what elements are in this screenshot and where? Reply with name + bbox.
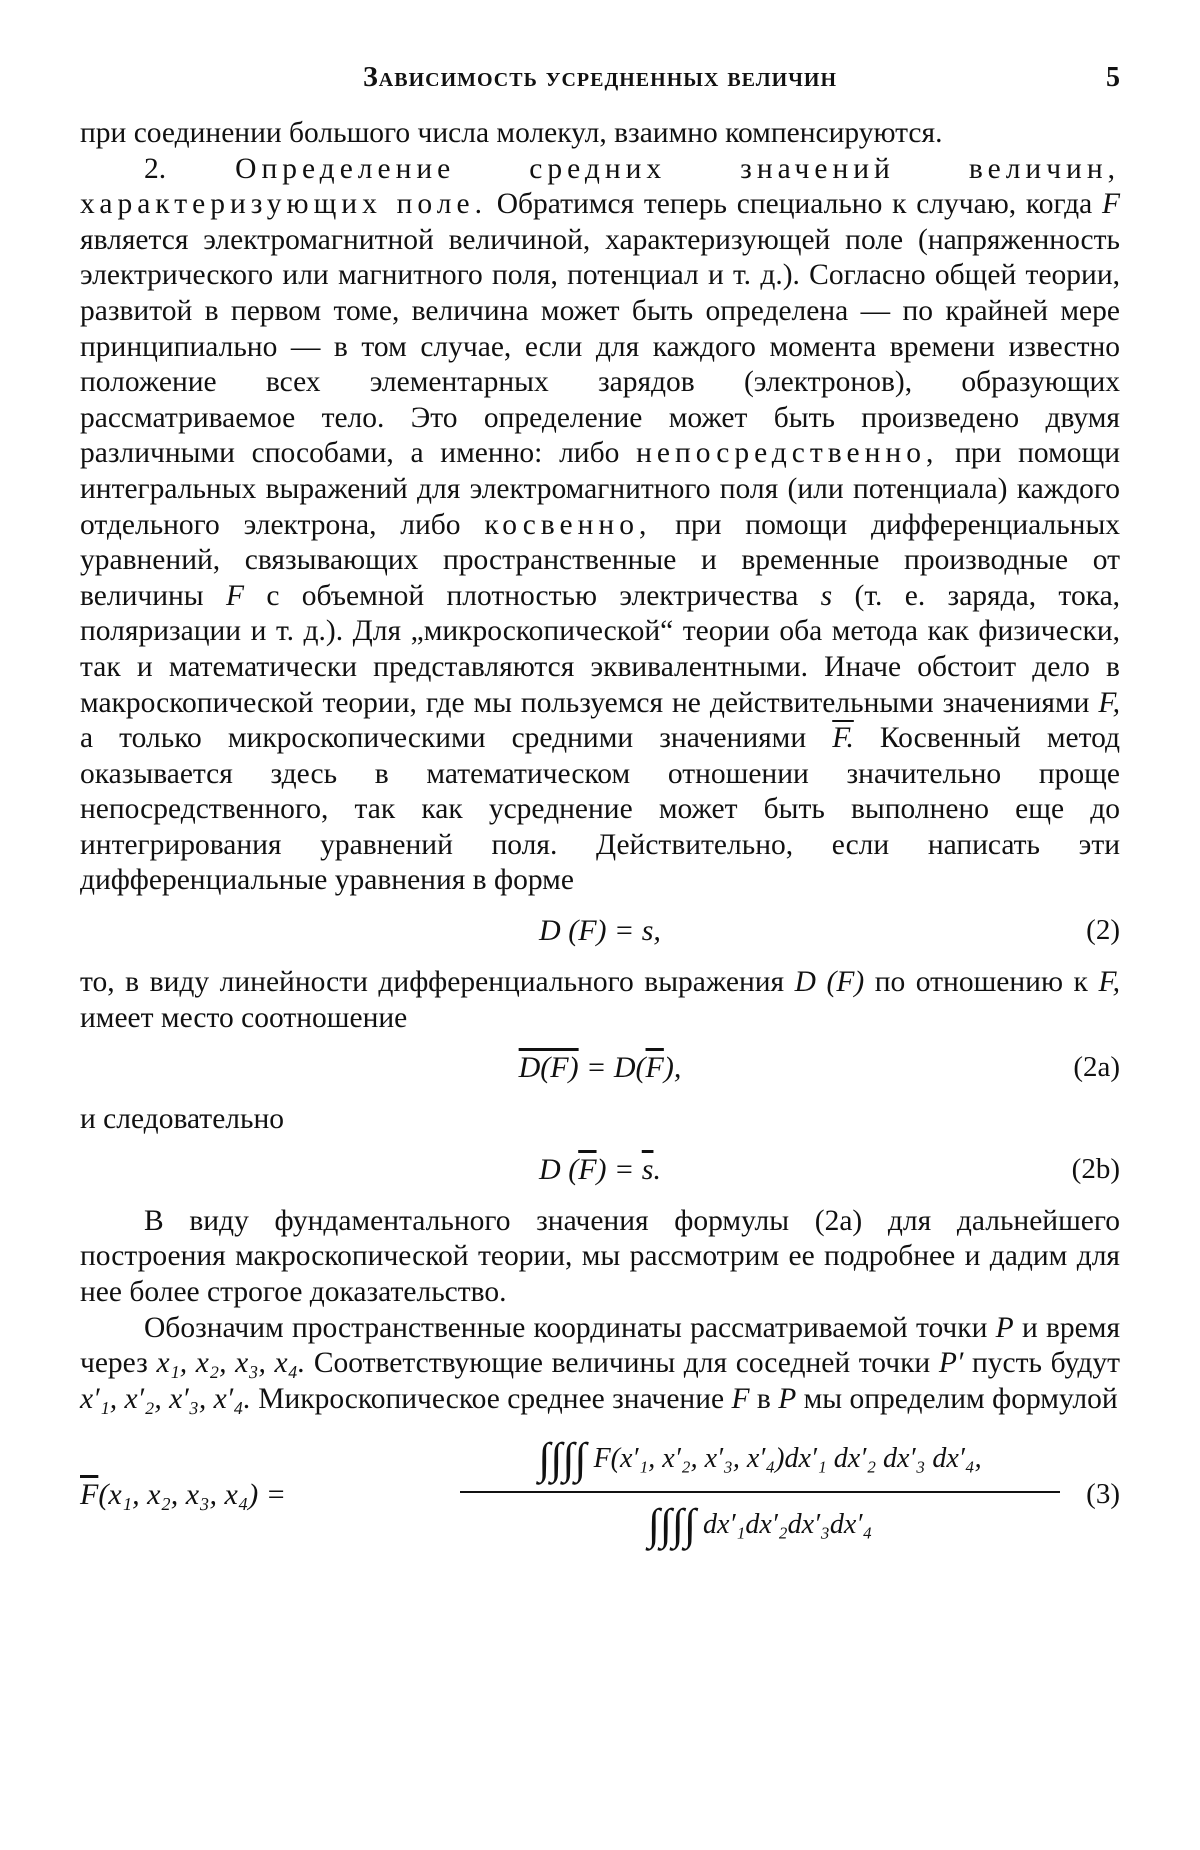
running-title: Зависимость усредненных величин bbox=[363, 62, 837, 93]
math-symbol: F bbox=[225, 579, 244, 612]
math-symbol: F, bbox=[1098, 966, 1121, 999]
text-run: по отношению к bbox=[874, 966, 1088, 999]
equation-2-number: (2) bbox=[1086, 914, 1120, 947]
averaged-operator: D(F) bbox=[518, 1051, 579, 1085]
math-symbol-mean: $\overline{s}$ bbox=[641, 1152, 654, 1186]
text-run: (т. е. заряда, тока, поляризации и т. д.). Для „микроскопической“ теории оба метода как физически, так и математически представляются эквивалентными. Иначе обстоит дело в макроскопической теории, где мы пользуемся не действительными значениями bbox=[80, 579, 1121, 719]
integral-signs: ∫∫∫∫ bbox=[647, 1500, 697, 1550]
text-run: Косвенный метод оказывается здесь в математическом отношении значительно проще непосредственного, так как усреднение может быть выполнено еще до интегрирования уравнений поля. Действительно, если написать эти дифференциальные уравнения в форме bbox=[80, 722, 1120, 897]
body-text bbox=[80, 116, 1120, 1561]
text-run: является электромагнитной величиной, характеризующей поле (напряженность электрического или магнитного поля, потенциал и т. д.). Согласно общей теории, развитой в первом томе, величина может быть определена — по крайней мере принципиально — в том случае, если для каждого момента времени известно положение всех элементарных зарядов (электронов), образующих рассматриваемое тело. Это определение может быть произведено двумя различными способами, а именно: либо bbox=[80, 223, 1120, 470]
text-run: в bbox=[756, 1382, 771, 1415]
paragraph-1 bbox=[80, 116, 1120, 152]
math-symbol: D (F) bbox=[794, 966, 865, 999]
text-run: при помощи дифференциальных уравнений, связывающих пространственные и временные производные от величины bbox=[80, 508, 1121, 612]
math-symbol-mean: F. bbox=[832, 722, 854, 755]
text-run: и время через bbox=[80, 1311, 1121, 1380]
text-run: при помощи интегральных выражений для электромагнитного поля (или потенциала) каждого отдельного электрона, либо bbox=[80, 437, 1120, 541]
text-run: и следовательно bbox=[80, 1103, 285, 1136]
text-run: то, в виду линейности дифференциального выражения bbox=[80, 966, 785, 999]
text-run: dx′₁dx′₂dx′₃dx′₄ bbox=[703, 1509, 873, 1541]
text-run: , bbox=[974, 1443, 982, 1475]
equation-2 bbox=[80, 901, 1120, 963]
equation-2a-number: (2a) bbox=[1073, 1051, 1120, 1084]
section-heading: Определение средних значений величин, характеризующих поле. bbox=[80, 152, 1120, 221]
math-symbol: F bbox=[1101, 188, 1120, 221]
text-run: пусть будут bbox=[972, 1347, 1121, 1380]
paragraph-5 bbox=[80, 1204, 1120, 1311]
text-run: с объемной плотностью электричества bbox=[266, 579, 799, 612]
text-run: В виду фундаментального значения формулы (2a) для дальнейшего построения макроскопической теории, мы рассмотрим ее подробнее и дадим для нее более строгое доказательство. bbox=[80, 1204, 1120, 1309]
math-symbol-mean: $\overline{F}$ bbox=[645, 1051, 664, 1085]
text-run: а только микроскопическими средними значениями bbox=[80, 722, 807, 755]
equation-3-fraction bbox=[450, 1431, 1070, 1553]
text-run: D ( bbox=[539, 1152, 579, 1186]
text-run: F(x′₁, x′₂, x′₃, x′₄)dx′₁ dx′₂ dx′₃ dx′₄ bbox=[593, 1443, 975, 1475]
equation-2b-formula bbox=[80, 1152, 1120, 1188]
equation-3 bbox=[80, 1431, 1120, 1561]
math-symbol: s bbox=[820, 579, 833, 612]
equation-2b-number: (2b) bbox=[1071, 1152, 1120, 1185]
paragraph-3 bbox=[80, 965, 1120, 1036]
integral-signs: ∫∫∫∫ bbox=[538, 1434, 587, 1484]
text-run: ), bbox=[663, 1051, 682, 1085]
text-run: . bbox=[653, 1152, 661, 1186]
math-symbol: x₁, x₂, x₃, x₄. bbox=[156, 1347, 306, 1380]
math-symbol: F, bbox=[1098, 686, 1121, 719]
fraction-bar bbox=[460, 1491, 1060, 1493]
math-symbol: P bbox=[995, 1311, 1014, 1344]
paragraph-4 bbox=[80, 1102, 1120, 1138]
spaced-emphasis: косвенно, bbox=[484, 508, 652, 541]
text-run: (x₁, x₂, x₃, x₄) = bbox=[98, 1478, 287, 1512]
math-symbol: P bbox=[778, 1382, 797, 1415]
section-number: 2. bbox=[144, 152, 167, 185]
paragraph-6 bbox=[80, 1311, 1120, 1418]
math-symbol-mean: $\overline{F}$ bbox=[80, 1478, 99, 1512]
text-run: = D( bbox=[578, 1051, 646, 1085]
text-run: имеет место соотношение bbox=[80, 1001, 408, 1034]
math-symbol: x′₁, x′₂, x′₃, x′₄. bbox=[80, 1382, 251, 1415]
paragraph-1-text: при соединении большого числа молекул, взаимно компенсируются. bbox=[80, 117, 943, 149]
text-run: Микроскопическое среднее значение bbox=[258, 1382, 725, 1415]
equation-2a bbox=[80, 1038, 1120, 1100]
equation-3-numerator bbox=[450, 1431, 1070, 1487]
paragraph-2 bbox=[80, 152, 1120, 899]
equation-3-number: (3) bbox=[1086, 1478, 1120, 1511]
math-symbol: P′ bbox=[938, 1347, 964, 1380]
spaced-emphasis: непосредственно, bbox=[636, 437, 939, 470]
equation-2b bbox=[80, 1140, 1120, 1202]
equation-2-formula: D (F) = s, bbox=[539, 914, 661, 948]
text-run: мы определим формулой bbox=[803, 1382, 1118, 1415]
math-symbol-mean: $\overline{F}$ bbox=[578, 1152, 597, 1186]
text-run: Соответствующие величины для соседней точки bbox=[313, 1347, 931, 1380]
equation-2a-formula bbox=[80, 1050, 1120, 1086]
text-run: Обратимся теперь специально к случаю, когда bbox=[496, 188, 1093, 221]
equation-3-denominator bbox=[450, 1497, 1070, 1553]
equation-3-lhs bbox=[80, 1477, 286, 1513]
math-symbol: F bbox=[731, 1382, 750, 1415]
page-number: 5 bbox=[1106, 62, 1120, 93]
running-header bbox=[80, 62, 1120, 102]
text-run: ) = bbox=[596, 1152, 642, 1186]
text-run: Обозначим пространственные координаты рассматриваемой точки bbox=[144, 1311, 988, 1344]
